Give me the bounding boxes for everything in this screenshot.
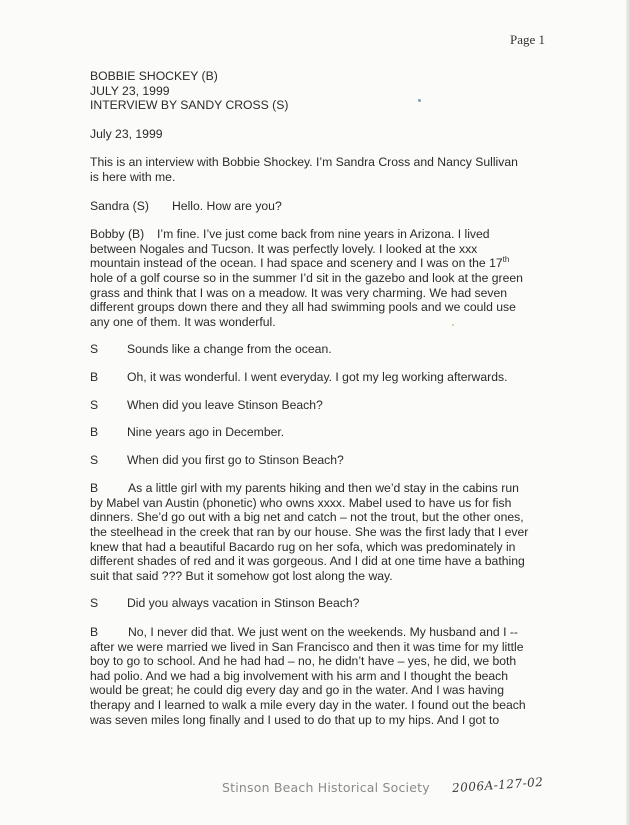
qa-text: Sounds like a change from the ocean. [127, 342, 332, 357]
ordinal-suffix: th [502, 255, 510, 265]
intro-paragraph: This is an interview with Bobbie Shockey. I’m Sandra Cross and Nancy Sullivan is here with me. [90, 155, 518, 184]
speaker-label: B [90, 425, 99, 440]
qa-text: Nine years ago in December. [127, 425, 285, 440]
header-interviewee: BOBBIE SHOCKEY (B) [90, 69, 218, 83]
qa-text: When did you leave Stinson Beach? [127, 397, 323, 412]
speaker-label: S [90, 596, 99, 611]
paragraph-text: Hello. How are you? [172, 198, 282, 213]
qa-row [90, 453, 530, 468]
speaker-label: B [90, 369, 99, 384]
page-number: Page 1 [510, 32, 546, 47]
speaker-label: S [90, 452, 99, 467]
page-edge [626, 0, 630, 825]
transcript-body [90, 69, 530, 727]
speaker-label: Bobby (B) [90, 227, 145, 242]
paragraph-text: As a little girl with my parents hiking and then we’d stay in the cabins run by Mabel van Austin (phonetic) who owns xxxx. Mabel used to have us for fish dinners. She’d go out with a big net and catch – not the trout, but the other ones, the steelhead in the creek that ran by our house. She was the first lady that I ever knew that had a beautiful Bacardo rug on her sofa, which was predominately in different shades of red and it was gorgeous. And I did at one time have a bathing suit that said ??? But it somehow got lost along the way. [90, 481, 529, 583]
interview-date: July 23, 1999 [90, 126, 163, 141]
header-date: JULY 23, 1999 [90, 83, 170, 98]
qa-row [90, 425, 530, 440]
qa-text: Oh, it was wonderful. I went everyday. I got my leg working afterwards. [127, 369, 508, 384]
paragraph-text: No, I never did that. We just went on the weekends. My husband and I -- after we were married we lived in San Francisco and then it was time for my little boy to go to school. And he had had – no, he didn’t have – yes, he did, we both had polio. And we had a big involvement with his arm and I thought the beach would be great; he could dig every day and go in the water. And I was having therapy and I learned to walk a mile every day in the water. I found out the beach was seven miles long finally and I used to do that up to my hips. And I got to [90, 625, 526, 727]
speaker-label: B [90, 625, 99, 640]
speaker-label: Sandra (S) [90, 198, 149, 213]
speaker-label: S [90, 342, 99, 357]
qa-row [90, 342, 530, 357]
paragraph-text-cont: hole of a golf course so in the summer I’d sit in the gazebo and look at the green grass and think that I was on a meadow. It was very charming. We had seven different groups down there and they all had swimming pools and we could use any one of them. It was wonderful. [90, 270, 523, 329]
paragraph-weekends [90, 625, 530, 727]
speaker-label: B [90, 481, 99, 496]
speaker-label: S [90, 397, 99, 412]
header-interviewer: INTERVIEW BY SANDY CROSS (S) [90, 98, 289, 113]
paragraph-sandra-greeting [90, 199, 530, 214]
paragraph-first-visit [90, 481, 530, 583]
qa-text: When did you first go to Stinson Beach? [127, 452, 344, 467]
paragraph-bobby-arizona [90, 227, 530, 329]
qa-row [90, 370, 530, 385]
footer-society-name: Stinson Beach Historical Society [222, 780, 430, 795]
handwritten-accession-number: 2006A-127-02 [451, 774, 544, 796]
qa-row [90, 398, 530, 413]
qa-row [90, 596, 530, 611]
paragraph-text: I’m fine. I’ve just come back from nine years in Arizona. I lived between Nogales and Tucson. It was perfectly lovely. I looked at the xxx mountain instead of the ocean. I had space and scenery and I was on the 17 [90, 227, 503, 271]
qa-text: Did you always vacation in Stinson Beach? [127, 596, 360, 611]
